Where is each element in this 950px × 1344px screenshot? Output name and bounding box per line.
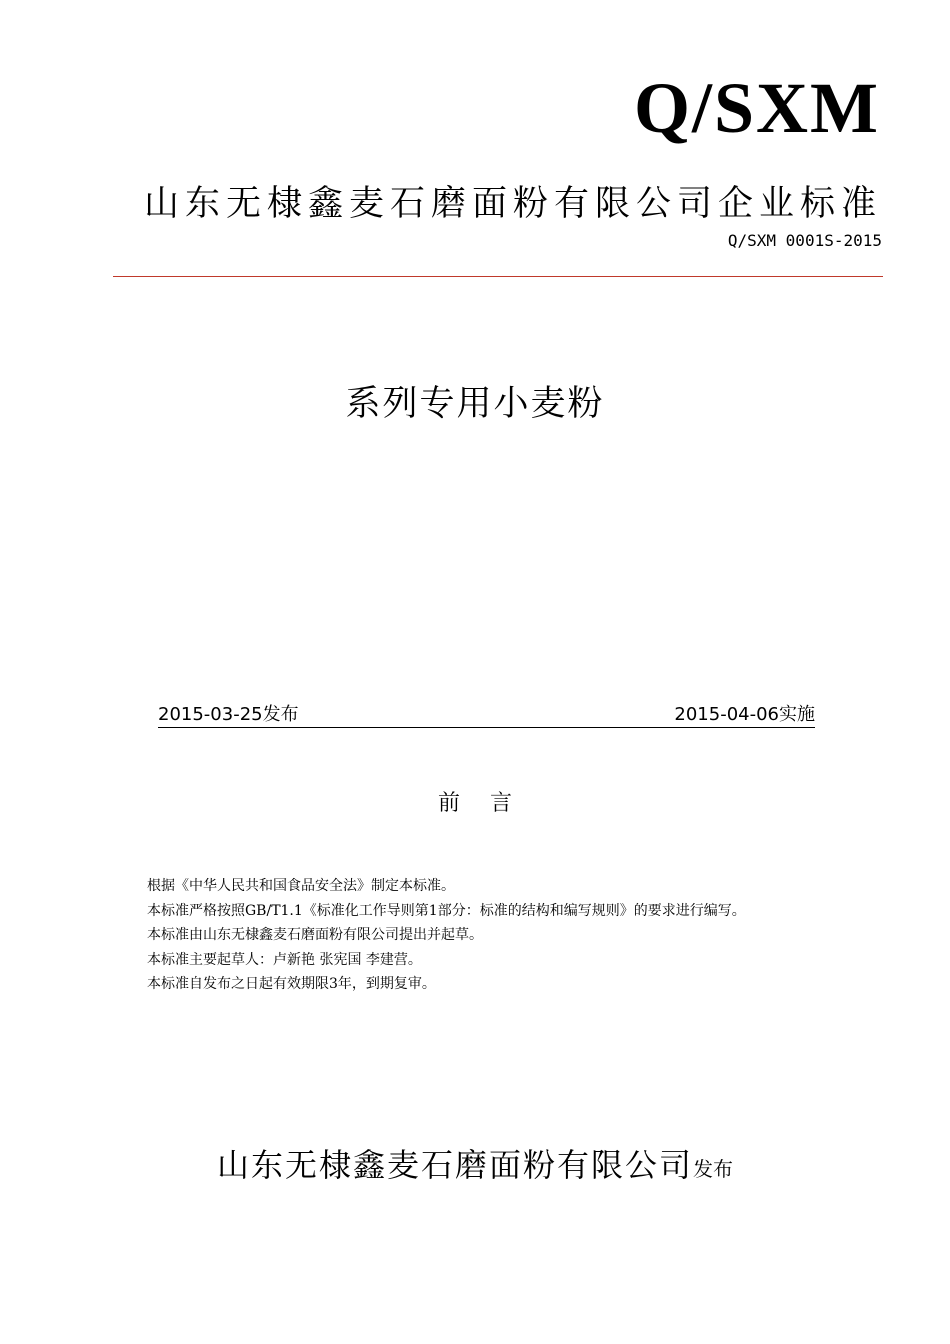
date-line — [158, 703, 815, 728]
foreword-paragraph: 本标准主要起草人：卢新艳 张宪国 李建营。 — [147, 951, 422, 968]
standard-number: Q/SXM 0001S-2015 — [727, 231, 882, 250]
foreword-paragraph: 本标准自发布之日起有效期限3年，到期复审。 — [147, 976, 436, 992]
implement-date: 2015-04-06实施 — [674, 704, 815, 725]
foreword-paragraph: 根据《中华人民共和国食品安全法》制定本标准。 — [147, 878, 455, 894]
header-divider — [113, 276, 883, 277]
foreword-paragraph: 本标准由山东无棣鑫麦石磨面粉有限公司提出并起草。 — [147, 927, 483, 943]
foreword-heading: 前言 — [437, 791, 542, 816]
publish-date: 2015-03-25发布 — [158, 704, 299, 725]
publisher-line — [0, 1145, 950, 1189]
publisher-suffix: 发布 — [693, 1157, 733, 1181]
company-standard-heading: 山东无棣鑫麦石磨面粉有限公司企业标准 — [143, 184, 882, 224]
foreword-paragraph: 本标准严格按照GB/T1.1《标准化工作导则第1部分：标准的结构和编写规则》的要求进行编写。 — [147, 902, 746, 919]
foreword-body — [147, 874, 746, 997]
publisher-name: 山东无棣鑫麦石磨面粉有限公司 — [216, 1146, 693, 1184]
document-title: 系列专用小麦粉 — [345, 384, 605, 424]
standard-logo: Q/SXM — [633, 68, 880, 148]
